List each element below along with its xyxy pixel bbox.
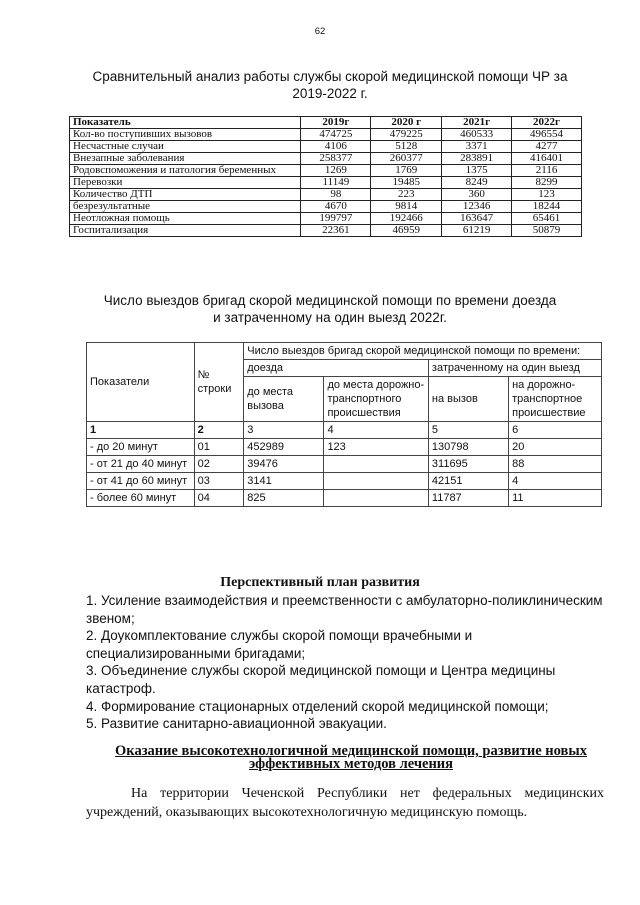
- table2-col-num: 3: [244, 422, 324, 439]
- table1-header-cell: 2022г: [512, 117, 582, 129]
- table1-cell: 2116: [512, 165, 582, 177]
- table1-row: [70, 165, 582, 177]
- table2-cell: 20: [509, 439, 602, 456]
- table1-cell: 1375: [442, 165, 512, 177]
- table1-cell: 163647: [442, 213, 512, 225]
- table1-row: [70, 177, 582, 189]
- table2-row: [87, 490, 602, 507]
- table2-cell: 01: [194, 439, 244, 456]
- table2-cell: 02: [194, 456, 244, 473]
- table1-cell: 46959: [371, 225, 442, 237]
- plan-item: 5. Развитие санитарно-авиационной эвакуации.: [86, 716, 387, 732]
- table2-cell: [324, 490, 428, 507]
- table2-cell: - от 21 до 40 минут: [87, 456, 195, 473]
- table1-cell: 5128: [371, 141, 442, 153]
- table1-header-cell: 2021г: [442, 117, 512, 129]
- table2-header-row: [87, 343, 602, 360]
- table2-head-col3: до места вызова: [244, 377, 324, 422]
- table1-cell: 223: [371, 189, 442, 201]
- table2-cell: 130798: [428, 439, 508, 456]
- table1-cell: 479225: [371, 129, 442, 141]
- table1-cell: 460533: [442, 129, 512, 141]
- table1-cell: Кол-во поступивших вызовов: [70, 129, 301, 141]
- table1-cell: безрезультатные: [70, 201, 301, 213]
- table2-cell: 03: [194, 473, 244, 490]
- table2-cell: - от 41 до 60 минут: [87, 473, 195, 490]
- table1-row: [70, 189, 582, 201]
- plan-item: 3. Объединение службы скорой медицинской помощи и Центра медицины катастроф.: [86, 663, 556, 696]
- table2-cell: - более 60 минут: [87, 490, 195, 507]
- table2-cell: 825: [244, 490, 324, 507]
- table2-col-num: 5: [428, 422, 508, 439]
- table1-cell: 19485: [371, 177, 442, 189]
- table2-col-num: 6: [509, 422, 602, 439]
- table1-cell: 18244: [512, 201, 582, 213]
- table1-cell: 9814: [371, 201, 442, 213]
- table1-cell: 192466: [371, 213, 442, 225]
- table1-cell: 258377: [301, 153, 371, 165]
- table1-row: [70, 153, 582, 165]
- table2-cell: 3141: [244, 473, 324, 490]
- table1-cell: 65461: [512, 213, 582, 225]
- table1-row: [70, 213, 582, 225]
- table2-cell: 11: [509, 490, 602, 507]
- table2-title-line2: и затраченному на один выезд 2022г.: [213, 310, 447, 325]
- table1-cell: Родовспоможения и патология беременных: [70, 165, 301, 177]
- development-plan-heading: Перспективный план развития: [220, 575, 420, 590]
- table1-cell: 474725: [301, 129, 371, 141]
- plan-item: 2. Доукомплектование службы скорой помощи врачебными и специализированными бригадами;: [86, 628, 473, 661]
- table2-row: [87, 456, 602, 473]
- table2-head-col4: до места дорожно-транспортного происшествия: [324, 377, 428, 422]
- table2-body: [87, 343, 602, 507]
- table2-head-group: Число выездов бригад скорой медицинской помощи по времени:: [244, 343, 602, 360]
- table2-cell: 123: [324, 439, 428, 456]
- table2-cell: [324, 456, 428, 473]
- table2-cell: 452989: [244, 439, 324, 456]
- table2-head-row-number: № строки: [194, 343, 244, 422]
- table2-head-indicators: Показатели: [87, 343, 195, 422]
- high-tech-care-heading-line2: эффективных методов лечения: [248, 756, 454, 772]
- table1-cell: 4106: [301, 141, 371, 153]
- table2-cell: 42151: [428, 473, 508, 490]
- page-number: 62: [314, 26, 326, 37]
- table1-cell: 22361: [301, 225, 371, 237]
- table2-cell: [324, 473, 428, 490]
- table1-body: [70, 129, 582, 237]
- table1-cell: 4277: [512, 141, 582, 153]
- high-tech-care-heading: [86, 745, 616, 771]
- table2-cell: 04: [194, 490, 244, 507]
- table1-header-cell: Показатель: [70, 117, 301, 129]
- table1-cell: 8249: [442, 177, 512, 189]
- table1-cell: 12346: [442, 201, 512, 213]
- development-plan-list: [86, 592, 606, 733]
- table2-title: [70, 292, 590, 326]
- table1-cell: 8299: [512, 177, 582, 189]
- table1-cell: Неотложная помощь: [70, 213, 301, 225]
- high-tech-care-paragraph: На территории Чеченской Республики нет федеральных медицинских учреждений, оказывающих высокотехнологичную медицинскую помощь.: [86, 786, 604, 820]
- table2-cell: 4: [509, 473, 602, 490]
- table1-cell: 1269: [301, 165, 371, 177]
- table2-cell: 39476: [244, 456, 324, 473]
- plan-item: 1. Усиление взаимодействия и преемственности с амбулаторно-поликлиническим звеном;: [86, 593, 603, 626]
- table2-col-num: 2: [194, 422, 244, 439]
- table1-cell: Несчастные случаи: [70, 141, 301, 153]
- brigade-trips-table: [86, 342, 602, 507]
- table1-cell: 1769: [371, 165, 442, 177]
- table1-cell: Внезапные заболевания: [70, 153, 301, 165]
- table1-cell: 11149: [301, 177, 371, 189]
- table1-cell: 3371: [442, 141, 512, 153]
- table1-title-line2: 2019-2022 г.: [292, 86, 368, 101]
- table2-head-col6: на дорожно-транспортное происшествие: [509, 377, 602, 422]
- table2-column-number-row: [87, 422, 602, 439]
- table1-header-cell: 2019г: [301, 117, 371, 129]
- table2-col-num: 1: [87, 422, 195, 439]
- table1-header-row: [70, 117, 582, 129]
- table1-cell: 123: [512, 189, 582, 201]
- plan-item: 4. Формирование стационарных отделений скорой медицинской помощи;: [86, 698, 549, 714]
- table1-row: [70, 225, 582, 237]
- table2-head-arrival: доезда: [244, 360, 429, 377]
- table2-title-line1: Число выездов бригад скорой медицинской помощи по времени доезда: [103, 293, 557, 308]
- table1-cell: 416401: [512, 153, 582, 165]
- table1-row: [70, 201, 582, 213]
- comparative-analysis-table: [69, 116, 582, 237]
- table1-cell: 98: [301, 189, 371, 201]
- table2-cell: 311695: [428, 456, 508, 473]
- table1-title: [70, 68, 590, 102]
- table2-row: [87, 439, 602, 456]
- table2-head-spent: затраченному на один выезд: [428, 360, 601, 377]
- table1-cell: 50879: [512, 225, 582, 237]
- table1-title-line1: Сравнительный анализ работы службы скорой медицинской помощи ЧР за: [92, 69, 568, 84]
- table1-row: [70, 141, 582, 153]
- table2-cell: 88: [509, 456, 602, 473]
- table1-cell: 61219: [442, 225, 512, 237]
- table1-cell: Количество ДТП: [70, 189, 301, 201]
- table1-cell: 199797: [301, 213, 371, 225]
- table2-head-col5: на вызов: [428, 377, 508, 422]
- table1-cell: 260377: [371, 153, 442, 165]
- table1-cell: Госпитализация: [70, 225, 301, 237]
- table1-cell: 496554: [512, 129, 582, 141]
- table2-cell: - до 20 минут: [87, 439, 195, 456]
- table1-cell: 360: [442, 189, 512, 201]
- table1-header-cell: 2020 г: [371, 117, 442, 129]
- table1-cell: 4670: [301, 201, 371, 213]
- table1-row: [70, 129, 582, 141]
- table2-col-num: 4: [324, 422, 428, 439]
- table1-cell: 283891: [442, 153, 512, 165]
- table2-row: [87, 473, 602, 490]
- table2-cell: 11787: [428, 490, 508, 507]
- table1-cell: Перевозки: [70, 177, 301, 189]
- high-tech-care-heading-line1: Оказание высокотехнологичной медицинской помощи, развитие новых: [115, 743, 587, 759]
